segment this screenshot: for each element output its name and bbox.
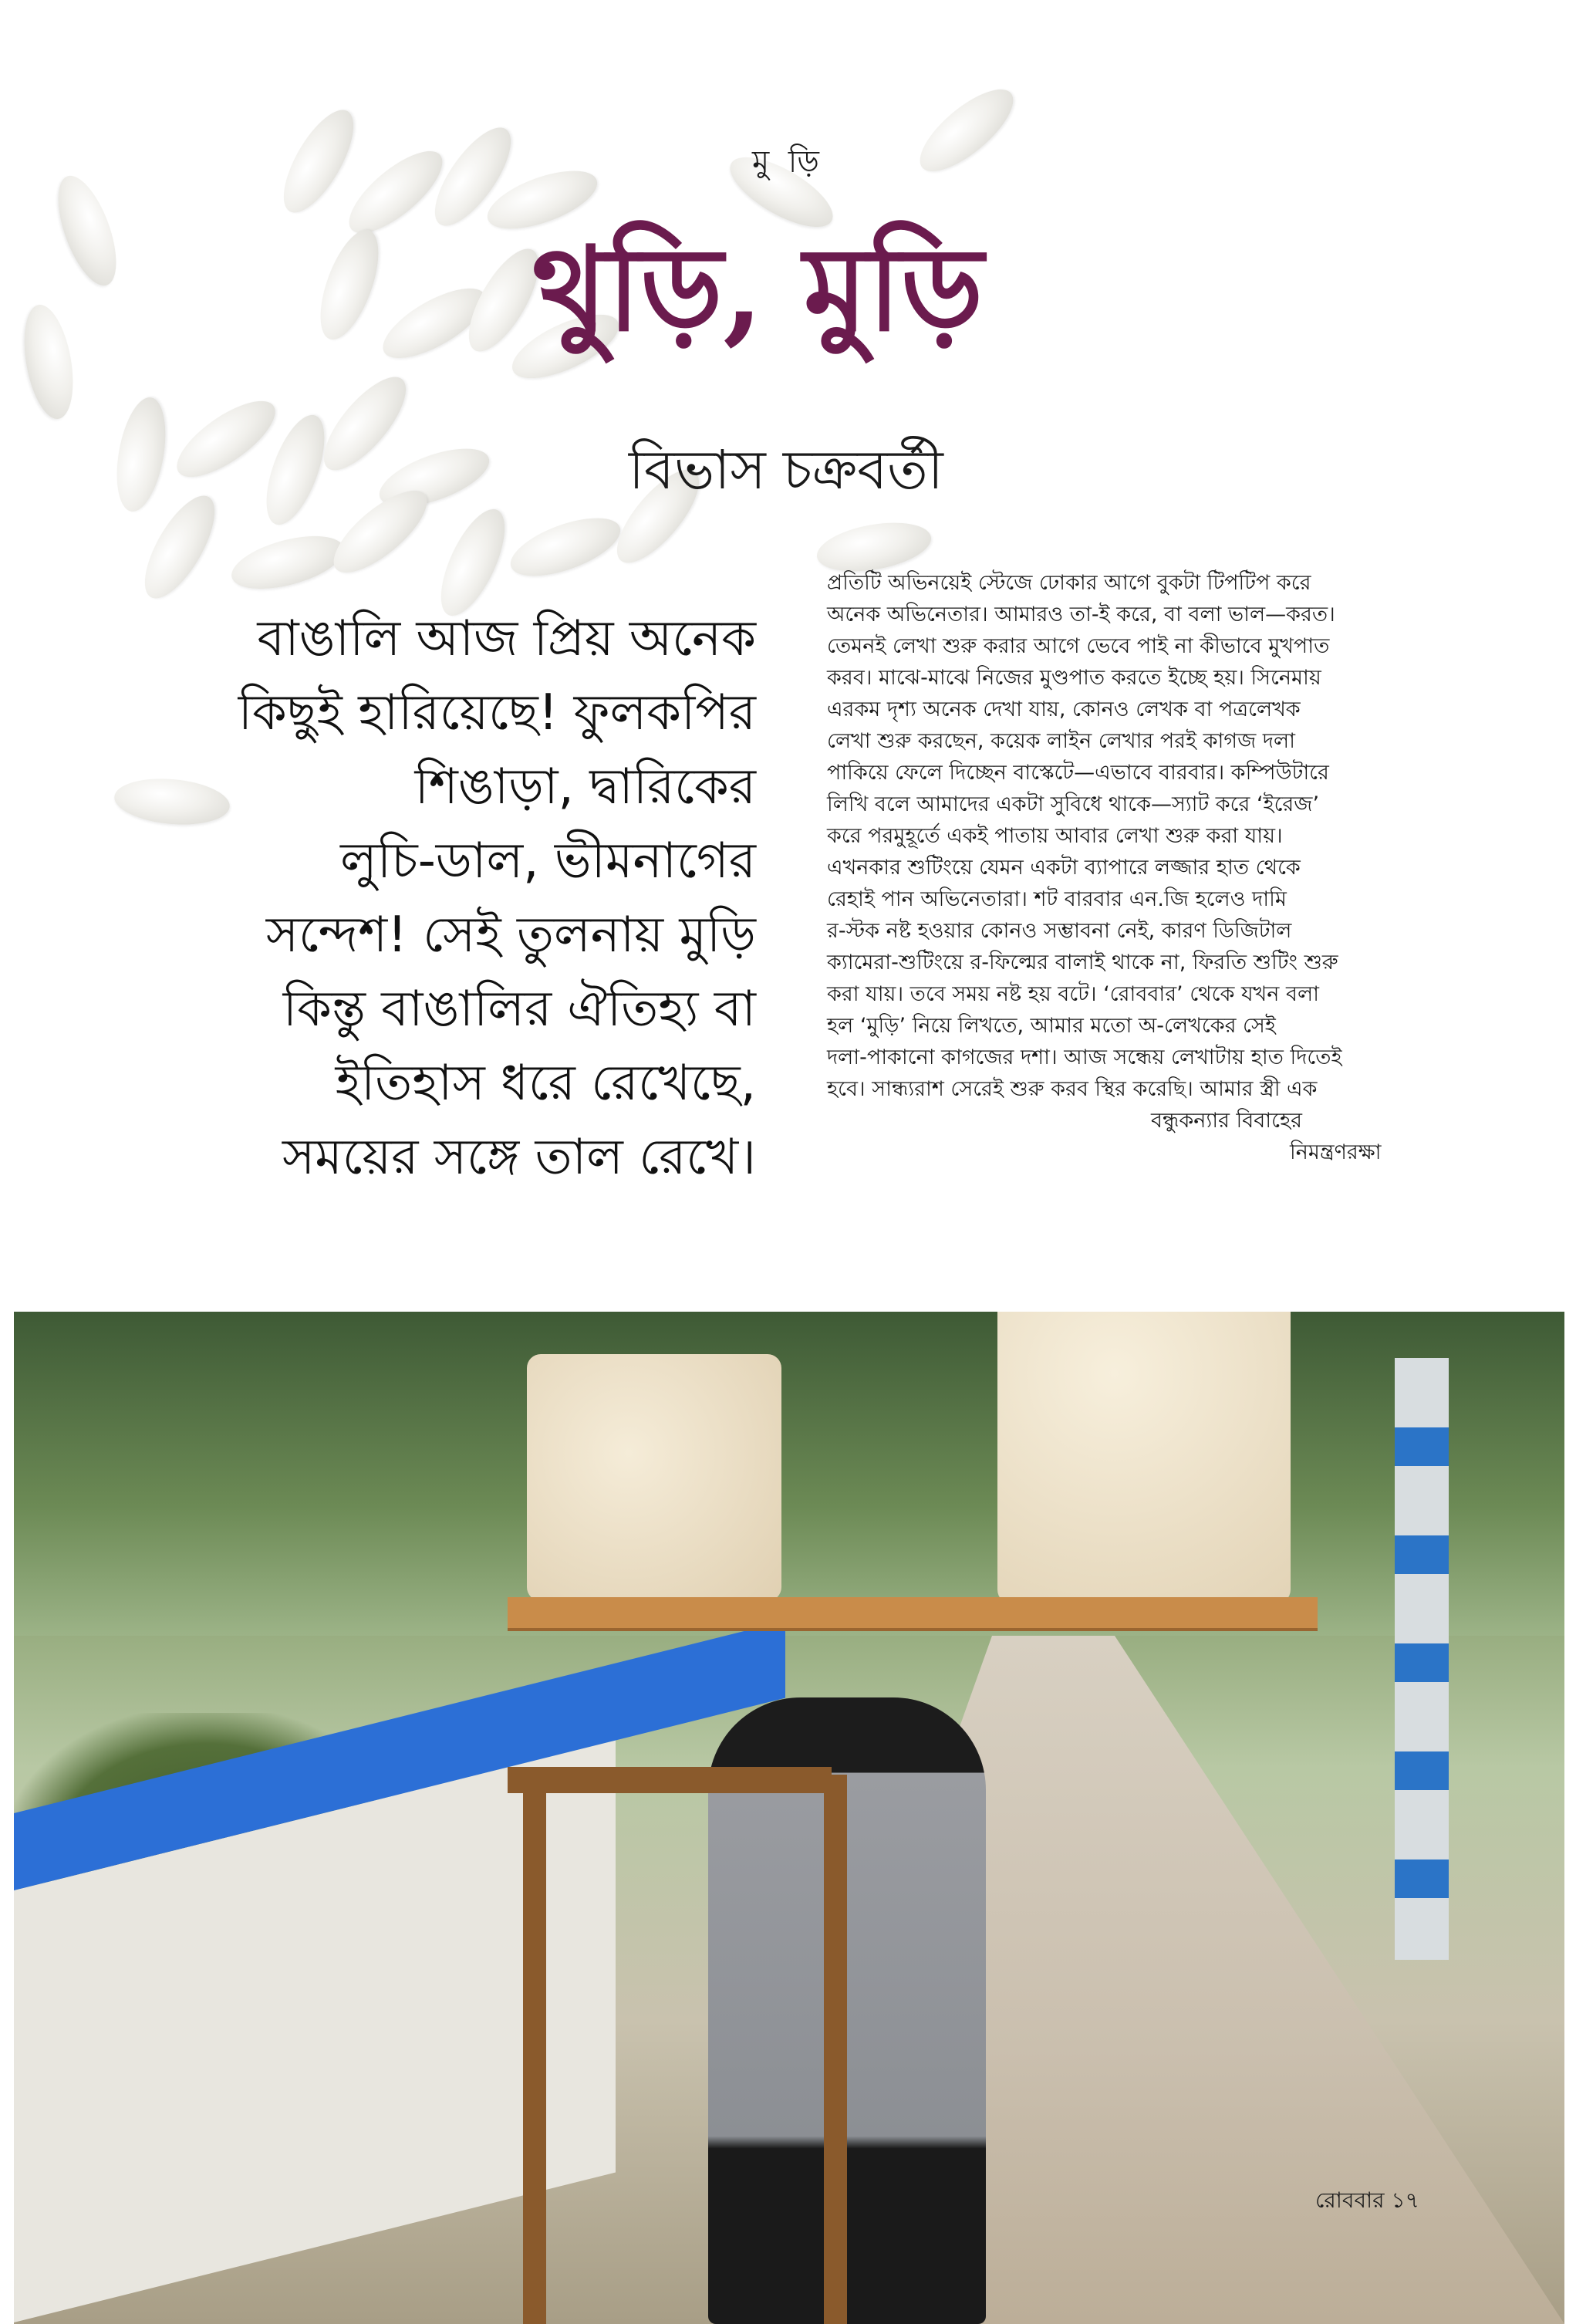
body-line: পাকিয়ে ফেলে দিচ্ছেন বাস্কেটে—এভাবে বারবার। কম্পিউটারে: [827, 761, 1329, 785]
pull-quote-line: লুচি-ডাল, ভীমনাগের: [340, 833, 756, 890]
pull-quote-line: কিছুই হারিয়েছে! ফুলকপির: [238, 684, 756, 741]
tree-canopy: [14, 1312, 1564, 1636]
puffed-rice-grain: [16, 301, 80, 423]
body-line: প্রতিটি অভিনয়েই স্টেজে ঢোকার আগে বুকটা টিপটিপ করে: [827, 571, 1311, 595]
body-line: রেহাই পান অভিনেতারা। শট বারবার এন.জি হলেও দামি: [827, 887, 1287, 911]
body-line: তেমনই লেখা শুরু করার আগে ভেবে পাই না কীভাবে মুখপাত: [827, 634, 1330, 658]
body-line: করা যায়। তবে সময় নষ্ট হয় বটে। ‘রোববার’ থেকে যখন বলা: [827, 982, 1319, 1006]
page-folio: রোববার ১৭: [1315, 2187, 1419, 2213]
puffed-rice-grain: [311, 365, 420, 482]
body-line: হল ‘মুড়ি’ নিয়ে লিখতে, আমার মতো অ-লেখকের সেই: [827, 1014, 1276, 1038]
pull-quote-line: শিঙাড়া, দ্বারিকের: [414, 758, 756, 816]
body-line: এখনকার শুটিংয়ে যেমন একটা ব্যাপারে লজ্জার হাত থেকে: [827, 856, 1301, 880]
body-line: এরকম দৃশ্য অনেক দেখা যায়, কোনও লেখক বা পত্রলেখক: [827, 698, 1301, 721]
body-line: হবে। সান্ধ্যরাশ সেরেই শুরু করব স্থির করেছি। আমার স্ত্রী এক: [827, 1077, 1318, 1101]
puffed-rice-grain: [337, 138, 454, 247]
body-line: দলা-পাকানো কাগজের দশা। আজ সন্ধেয় লেখাটায় হাত দিতেই: [827, 1045, 1342, 1069]
puffed-rice-grain: [46, 169, 128, 293]
striped-pillar: [1395, 1358, 1449, 1960]
body-line: করব। মাঝে-মাঝে নিজের মুণ্ডপাত করতে ইচ্ছে হয়। সিনেমায়: [827, 666, 1321, 690]
body-line: করে পরমুহূর্তে একই পাতায় আবার লেখা শুরু করা যায়।: [827, 824, 1283, 848]
body-line: অনেক অভিনেতার। আমারও তা-ই করে, বা বলা ভাল—করত।: [827, 603, 1335, 627]
pull-quote-line: ইতিহাস ধরে রেখেছে,: [335, 1055, 756, 1112]
body-line: লিখি বলে আমাদের একটা সুবিধে থাকে—স্যাট করে ‘ইরেজ’: [827, 792, 1320, 816]
body-line: নিমন্ত্রণরক্ষা: [1290, 1140, 1382, 1164]
wooden-tray: [508, 1597, 1318, 1631]
article-title: থুড়ি, মুড়ি: [532, 221, 984, 357]
puffed-rice-grain: [504, 506, 628, 588]
puffed-rice-grain: [226, 526, 349, 600]
body-line: র-স্টক নষ্ট হওয়ার কোনও সম্ভাবনা নেই, কারণ ডিজিটাল: [827, 919, 1292, 943]
pull-quote-line: কিন্তু বাঙালির ঐতিহ্য বা: [282, 981, 756, 1038]
body-line: লেখা শুরু করছেন, কয়েক লাইন লেখার পরই কাগজ দলা: [827, 729, 1295, 753]
puffed-rice-grain: [131, 486, 228, 609]
body-line: বন্ধুকন্যার বিবাহের: [1151, 1109, 1303, 1133]
puffed-rice-grain: [309, 223, 390, 347]
pull-quote-line: বাঙালি আজ প্রিয় অনেক: [257, 610, 756, 667]
puffed-rice-jar: [997, 1312, 1291, 1605]
puffed-rice-jar: [527, 1354, 781, 1601]
pull-quote-line: সময়ের সঙ্গে তাল রেখে।: [282, 1129, 756, 1186]
puffed-rice-grain: [270, 100, 366, 223]
author-byline: বিভাস চক্রবর্তী: [629, 438, 943, 502]
puffed-rice-grain: [109, 394, 173, 515]
article-body: [827, 567, 1452, 1168]
vendor-photo: [14, 1312, 1564, 2324]
puffed-rice-grain: [166, 387, 286, 491]
pull-quote-line: সন্দেশ! সেই তুলনায় মুড়ি: [265, 907, 756, 964]
wooden-stand: [523, 1775, 847, 2324]
body-line: ক্যামেরা-শুটিংয়ে র-ফিল্মের বালাই থাকে না, ফিরতি শুটিং শুরু: [827, 951, 1338, 975]
pull-quote: [116, 602, 756, 1194]
section-kicker: মু ড়ি: [752, 144, 824, 180]
puffed-rice-grain: [908, 76, 1025, 185]
